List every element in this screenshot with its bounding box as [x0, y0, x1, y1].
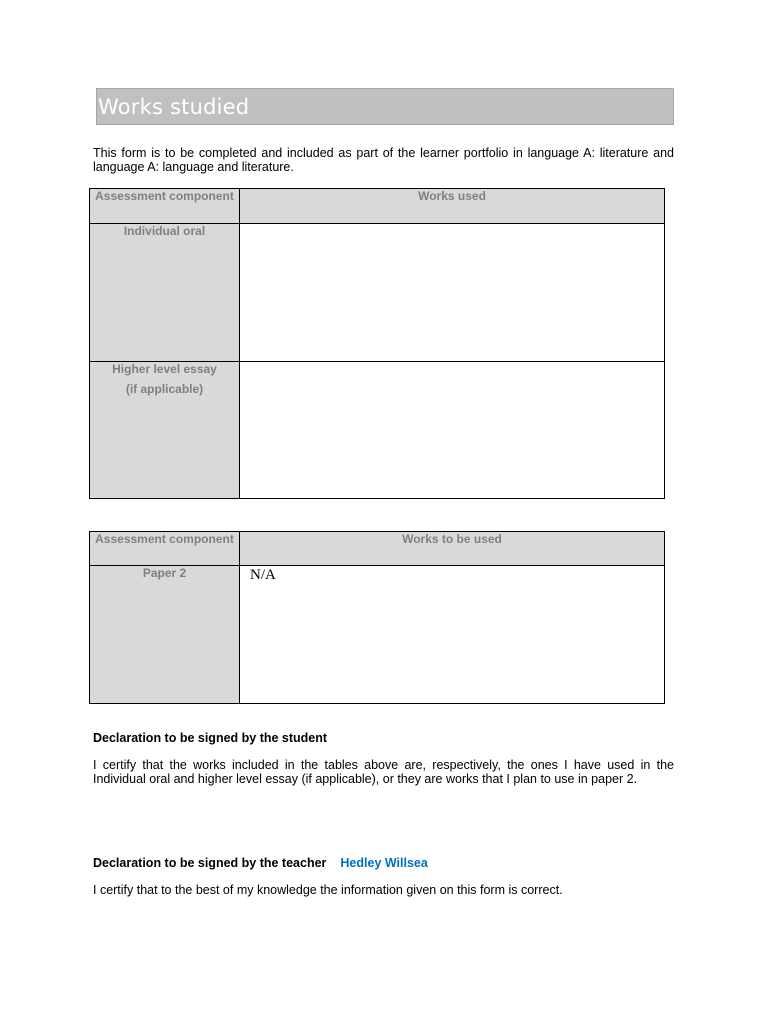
- teacher-declaration-line: [93, 856, 428, 870]
- teacher-declaration-text: I certify that to the best of my knowledge the information given on this form is correct.: [93, 883, 563, 897]
- student-declaration-text: I certify that the works included in the tables above are, respectively, the ones I have used in the Individual oral and higher level essay (if applicable), or they are works that I plan to use in paper 2.: [93, 758, 674, 786]
- works-used-table: [89, 188, 665, 499]
- works-used-higher-level-essay-field[interactable]: [240, 362, 665, 499]
- column-header-works-used: Works used: [240, 189, 665, 224]
- teacher-declaration-heading: Declaration to be signed by the teacher: [93, 856, 327, 870]
- table-row: [90, 566, 665, 704]
- column-header-assessment-component: Assessment component: [90, 532, 240, 566]
- table-header-row: [90, 189, 665, 224]
- table-header-row: [90, 532, 665, 566]
- student-declaration-heading: Declaration to be signed by the student: [93, 731, 328, 745]
- row-label-individual-oral: Individual oral: [90, 224, 240, 362]
- row-label-higher-level-essay: Higher level essay (if applicable): [90, 362, 240, 499]
- row-label-paper-2: Paper 2: [90, 566, 240, 704]
- intro-paragraph: This form is to be completed and included as part of the learner portfolio in language A: literature and language A: language and literature.: [93, 146, 674, 174]
- title-banner: [96, 88, 674, 125]
- table-row: [90, 362, 665, 499]
- teacher-name: Hedley Willsea: [340, 856, 428, 870]
- column-header-works-to-be-used: Works to be used: [240, 532, 665, 566]
- column-header-assessment-component: Assessment component: [90, 189, 240, 224]
- works-used-individual-oral-field[interactable]: [240, 224, 665, 362]
- works-to-be-used-table: [89, 531, 665, 704]
- works-to-be-used-paper-2-field[interactable]: N/A: [240, 566, 665, 704]
- table-row: [90, 224, 665, 362]
- page-title: Works studied: [98, 95, 250, 119]
- row-sublabel-if-applicable: (if applicable): [125, 382, 204, 396]
